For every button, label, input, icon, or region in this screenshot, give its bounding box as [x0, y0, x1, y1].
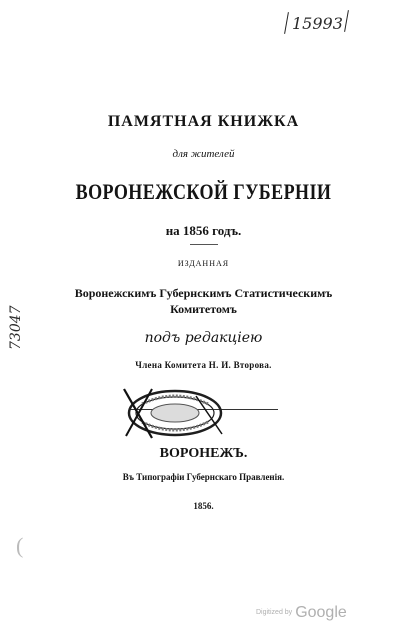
editor-member-line: Члена Комитета Н. И. Второва. [135, 360, 272, 370]
published-by-label: ИЗДАННАЯ [177, 259, 230, 268]
library-stamp-icon [118, 384, 228, 446]
google-logo: Google [295, 604, 347, 621]
imprint-printer: Въ Типографіи Губернскаго Правленія. [122, 472, 285, 482]
editor-handwritten-note: подъ редакціею [144, 330, 263, 346]
title-year-line: на 1856 годъ. [165, 223, 242, 238]
inventory-number: 15993 [292, 14, 343, 33]
google-watermark [256, 604, 347, 622]
publisher-line-2: Комитетомъ [170, 302, 237, 316]
publisher-line-1: Воронежскимъ Губернскимъ Статистическимъ [74, 286, 333, 300]
title-line-3: ВОРОНЕЖСКОЙ ГУБЕРНІИ [75, 179, 332, 204]
margin-bracket-mark: ( [16, 533, 24, 558]
digitized-by-label: Digitized by [256, 609, 293, 616]
inventory-bracket-right [344, 10, 349, 32]
title-line-2: для жителей [172, 148, 235, 160]
imprint-city: ВОРОНЕЖЪ. [159, 446, 248, 461]
inventory-bracket-left [284, 12, 289, 34]
title-line-1: ПАМЯТНАЯ КНИЖКА [107, 113, 300, 130]
imprint-year: 1856. [193, 501, 214, 511]
side-handwritten-number: 73047 [8, 305, 24, 350]
separator-rule [190, 244, 218, 245]
